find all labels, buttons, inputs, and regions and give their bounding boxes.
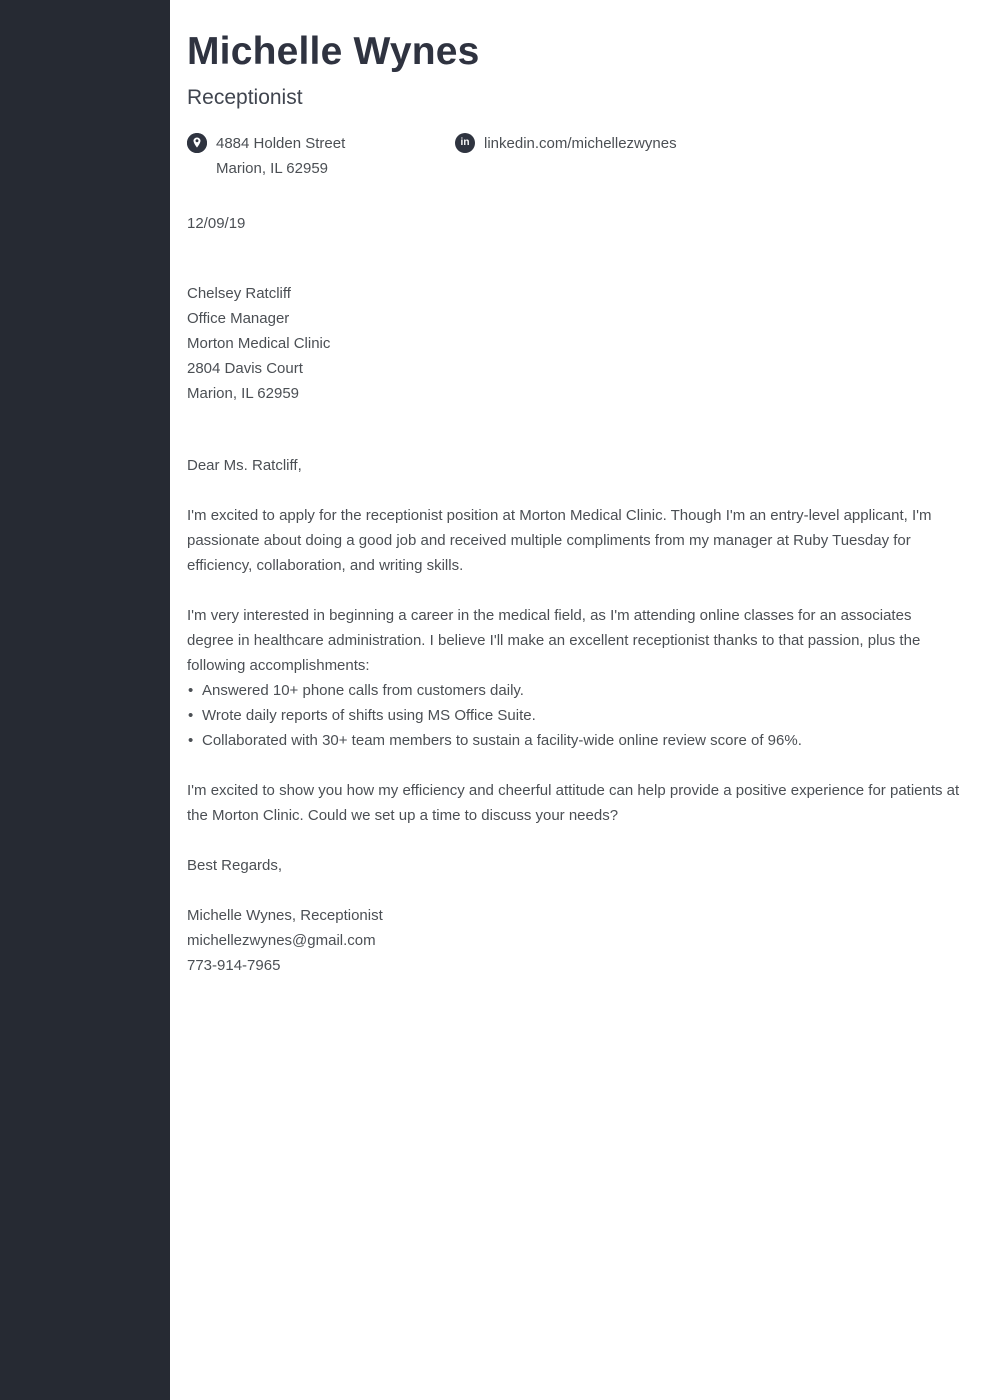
left-accent-sidebar xyxy=(0,0,170,1400)
letter-content xyxy=(170,0,990,1400)
linkedin-url[interactable]: linkedin.com/michellezwynes xyxy=(484,135,677,152)
linkedin-icon-glyph: in xyxy=(460,137,470,148)
accomplishments-list xyxy=(187,678,962,753)
address-line-1: 4884 Holden Street xyxy=(216,135,346,152)
address-line-2: Marion, IL 62959 xyxy=(216,160,329,177)
recipient-block xyxy=(187,281,962,406)
contact-row xyxy=(187,131,962,181)
letter-date: 12/09/19 xyxy=(187,215,246,232)
linkedin-icon xyxy=(455,133,475,153)
address-block xyxy=(187,131,455,181)
location-pin-icon xyxy=(187,133,207,153)
paragraph-interest: I'm very interested in beginning a career in the medical field, as I'm attending online classes for an associates degree in healthcare administration. I believe I'll make an excellent receptionist thanks to that passion, plus the following accomplishments: xyxy=(187,607,921,674)
salutation: Dear Ms. Ratcliff, xyxy=(187,457,302,474)
accomplishment-item: • Wrote daily reports of shifts using MS Office Suite. xyxy=(187,703,962,728)
signature-name: Michelle Wynes, Receptionist xyxy=(187,907,383,924)
signature-phone: 773-914-7965 xyxy=(187,957,281,974)
signature-email[interactable]: michellezwynes@gmail.com xyxy=(187,932,376,949)
letter-body xyxy=(187,211,962,978)
recipient-company: Morton Medical Clinic xyxy=(187,335,331,352)
signature-block xyxy=(187,903,962,978)
linkedin-block xyxy=(455,131,677,181)
recipient-city: Marion, IL 62959 xyxy=(187,385,300,402)
recipient-street: 2804 Davis Court xyxy=(187,360,303,377)
recipient-title: Office Manager xyxy=(187,310,290,327)
accomplishment-item: • Collaborated with 30+ team members to sustain a facility-wide online review score of 96%. xyxy=(187,728,962,753)
applicant-name: Michelle Wynes xyxy=(187,30,480,73)
paragraph-intro: I'm excited to apply for the receptionist position at Morton Medical Clinic. Though I'm an entry-level applicant, I'm passionate about doing a good job and received multiple compliments from my manager at Ruby Tuesday for efficiency, collaboration, and writing skills. xyxy=(187,507,932,574)
address-text xyxy=(216,131,345,181)
accomplishment-item: • Answered 10+ phone calls from customers daily. xyxy=(187,678,962,703)
signoff: Best Regards, xyxy=(187,857,283,874)
paragraph-closing: I'm excited to show you how my efficiency and cheerful attitude can help provide a positive experience for patients at the Morton Clinic. Could we set up a time to discuss your needs? xyxy=(187,782,960,824)
applicant-job-title: Receptionist xyxy=(187,86,303,109)
recipient-name: Chelsey Ratcliff xyxy=(187,285,291,302)
